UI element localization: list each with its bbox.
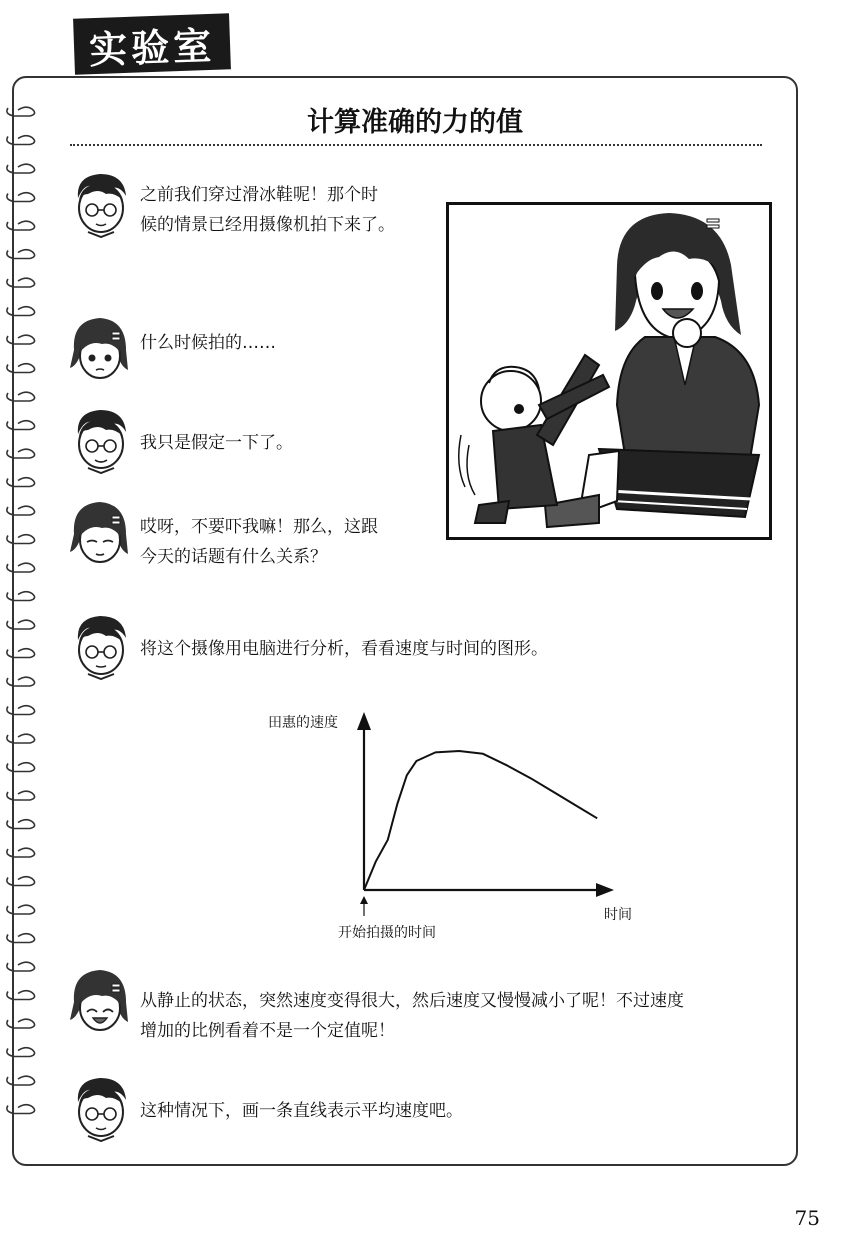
girl-avatar-icon	[68, 498, 130, 566]
dialogue-line-3: 我只是假定一下了。	[140, 433, 293, 453]
man-glasses-avatar-icon	[70, 612, 132, 680]
page-title: 计算准确的力的值	[307, 107, 523, 138]
chart-annotation: 开始拍摄的时间	[338, 925, 436, 941]
chart-y-axis-arrow	[357, 712, 371, 730]
chart-x-axis-arrow	[596, 883, 614, 897]
chart-series-line-0	[364, 751, 597, 890]
chart-plot-area	[340, 700, 640, 930]
start-marker-arrowhead	[360, 896, 368, 904]
man-glasses-avatar-icon	[70, 1074, 132, 1142]
dialogue-line-5: 将这个摄像用电脑进行分析，看看速度与时间的图形。	[140, 639, 548, 659]
dialogue-line-6: 从静止的状态，突然速度变得很大，然后速度又慢慢减小了呢！不过速度 增加的比例看着不是一个定值呢！	[140, 991, 684, 1041]
manga-panel-illustration	[446, 202, 772, 540]
skating-scene-illustration	[449, 205, 769, 537]
man-glasses-avatar-icon	[70, 170, 132, 238]
man-glasses-avatar-icon	[70, 406, 132, 474]
page-number: 75	[794, 1206, 820, 1230]
chapter-tag-label: 实验室	[88, 23, 216, 72]
dialogue-line-2: 什么时候拍的……	[140, 333, 276, 353]
dialogue-line-1: 之前我们穿过滑冰鞋呢！那个时 候的情景已经用摄像机拍下来了。	[140, 185, 395, 235]
girl-avatar-icon	[68, 966, 130, 1034]
girl-avatar-icon	[68, 314, 130, 382]
dialogue-line-7: 这种情况下，画一条直线表示平均速度吧。	[140, 1101, 463, 1121]
title-divider	[70, 144, 762, 146]
chart-xlabel: 时间	[604, 907, 632, 923]
chapter-tag	[73, 13, 231, 74]
dialogue-line-4: 哎呀，不要吓我嘛！那么，这跟 今天的话题有什么关系？	[140, 517, 378, 567]
chart-ylabel: 田惠的速度	[268, 715, 338, 731]
